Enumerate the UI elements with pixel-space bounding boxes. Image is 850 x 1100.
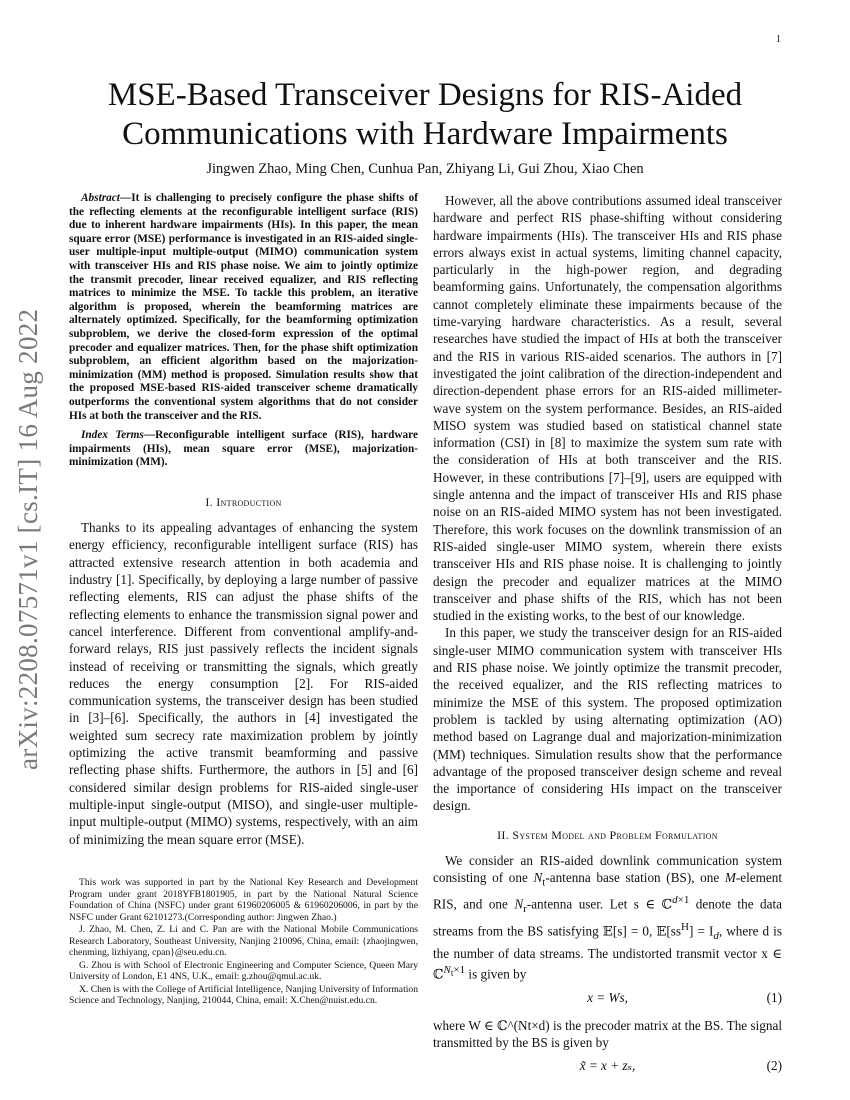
system-model-paragraph-2: where W ∈ ℂ^(Nt×d) is the precoder matrix at the BS. The signal transmitted by the BS is given by (433, 1017, 782, 1051)
section-heading-system-model (433, 827, 782, 844)
text-run: is given by (465, 966, 527, 982)
equation-2-expression: x̃ = x + zₛ, (579, 1058, 636, 1074)
section-heading-introduction (69, 494, 418, 511)
equation-1 (433, 989, 782, 1011)
footnote-affiliation-nuist: X. Chen is with the College of Artificial Intelligence, Nanjing University of Information Science and Technology, Nanjing, 210044, China, email: X.Chen@nuist.edu.cn. (69, 983, 418, 1006)
text-run: -antenna user. Let s ∈ ℂ (526, 896, 673, 912)
text-run: -element RIS, and one (433, 870, 782, 912)
arxiv-identifier: arXiv:2208.07571v1 [cs.IT] 16 Aug 2022 (13, 308, 43, 770)
page-number: 1 (776, 34, 781, 45)
equation-1-number: (1) (766, 989, 782, 1005)
text-run: denote the data streams from the BS satisfying 𝔼[s] = 0, 𝔼[ss (433, 896, 782, 938)
left-column (69, 192, 418, 848)
math-symbol: N (514, 896, 524, 912)
text-run: -antenna base station (BS), one (545, 870, 725, 886)
arxiv-stamp (13, 290, 53, 770)
section-numeral: I. (205, 494, 217, 509)
intro-paragraph-1: Thanks to its appealing advantages of enhancing the system energy efficiency, reconfigurable intelligent surface (RIS) has attracted extensive research attention in both academia and industry [1]. Specifically, by deploying a large number of passive reflecting elements, RIS can adjust the phase shifts of the reflecting elements to enhance the transmission signal power and cancel interference. Different from conventional amplify-and-forward relays, RIS just passively reflects the incident signals instead of receiving or transmitting the signals, which greatly reduces the energy consumption [2]. For RIS-aided communication systems, the transceiver design has been studied in [3]–[6]. Specifically, the authors in [4] investigated the weighted sum secrecy rate maximization problem by jointly optimizing the active transmit beamforming and passive reflecting phase shifts. Furthermore, the authors in [5] and [6] considered similar design problems for RIS-aided single-user multiple-input single-output (MISO), and single-user multiple-input multiple-output (MIMO) systems, respectively, with an aim of minimizing the mean square error (MSE). (69, 520, 418, 847)
abstract-lead: Abstract (81, 192, 120, 204)
footnote-affiliation-seu: J. Zhao, M. Chen, Z. Li and C. Pan are with the National Mobile Communications Research Laboratory, Southeast University, Nanjing 210096, China, email: {zhaojingwen, chenming, lizhiyang, cpan}@seu.edu.cn. (69, 924, 418, 958)
index-terms-text: —Reconfigurable intelligent surface (RIS), hardware impairments (HIs), mean square error (MSE), majorization-minimization (MM). (69, 429, 418, 469)
section-title: System Model and Problem Formulation (512, 827, 718, 842)
text-run: ] = I (688, 922, 714, 938)
equation-1-expression: x = Ws, (587, 989, 628, 1005)
equation-2 (433, 1057, 782, 1079)
footnote-affiliation-qmul: G. Zhou is with School of Electronic Engineering and Computer Science, Queen Mary University of London, E1 4NS, U.K., email: g.zhou@qmul.ac.uk. (69, 959, 418, 982)
equation-2-number: (2) (766, 1058, 782, 1074)
footnote-funding: This work was supported in part by the National Key Research and Development Program under grant 2018YFB1801905, in part by the National Natural Science Foundation of China (NSFC) under grant 61960206005 & 61960206006, in part by the NSFC under Grant 62101273.(Corresponding author: Jingwen Zhao.) (69, 877, 418, 923)
intro-paragraph-2: However, all the above contributions assumed ideal transceiver hardware and perfect RIS phase-shifting without considering hardware impairments (HIs). The transceiver HIs and RIS phase errors always exist in actual systems, limiting channel capacity, particularly in the high-power region, and degrading beamforming gains. Unfortunately, the compensation algorithms cannot completely eliminate these impairments because of the time-varying hardware characteristics. As a result, several researches have studied the impact of HIs at both the transceiver and the RIS in various RIS-aided scenarios. The authors in [7] investigated the joint calibration of the direction-independent and direction-dependent phase errors for an RIS-aided millimeter-wave system on the system performance. Besides, an RIS-aided MISO system was studied based on statistical channel state information (CSI) in [8] to maximize the system sum rate with the consideration of HIs at both transceiver and the RIS. However, in these contributions [7]–[9], users are equipped with single antenna and the impact of transceiver HIs and RIS phase noise on an RIS-aided MIMO system has not been investigated. Therefore, this work focuses on the downlink transmission of an RIS-aided single-user MIMO system, wherein there exists transceiver HIs and RIS phase noise. It is challenging to jointly design the precoder and equalizer matrices at the MIMO transceiver and phase shifts of the RIS, which has not been studied in the existing works, to the best of our knowledge. (433, 193, 782, 624)
text-run: , where d is the number of data streams. The undistorted transmit vector x ∈ ℂ (433, 922, 782, 982)
section-title: Introduction (216, 494, 282, 509)
index-terms (69, 429, 418, 470)
abstract (69, 192, 418, 423)
footnotes (69, 877, 418, 1008)
right-column (433, 192, 782, 1085)
author-list: Jingwen Zhao, Ming Chen, Cunhua Pan, Zhiyang Li, Gui Zhou, Xiao Chen (206, 161, 644, 177)
paper-title: MSE-Based Transceiver Designs for RIS-Aided Communications with Hardware Impairments (107, 77, 743, 152)
system-model-paragraph-1: We consider an RIS-aided downlink communication system consisting of one $N_t$-antenna base station (BS), one M-element RIS, and one $N_r$-antenna user. Let s ∈ ℂ$^{d\times 1}$ denote the data streams from the BS satisfying 𝔼[s] = 0, $𝔼[ss^H] = I_d$, where d is the number of data streams. The undistorted transmit vector x ∈ ℂ$^{N_t\times 1}$ is given by (433, 852, 782, 982)
math-symbol: N (533, 870, 543, 886)
intro-paragraph-3: In this paper, we study the transceiver design for an RIS-aided single-user MIMO communication system with transceiver HIs and RIS phase noise. We jointly optimize the transmit precoder, the received equalizer, and the RIS reflecting matrices to minimize the MSE of this system. The proposed optimization problem is tackled by using alternating optimization (AO) method based on Lagrange dual and majorization-minimization (MM) techniques. Simulation results show that the performance advantage of the proposed transceiver design scheme and reveal the importance of considering HIs impact on the transceiver design. (433, 625, 782, 814)
math-symbol: M (724, 870, 736, 886)
text-run: We consider an RIS-aided downlink communication system consisting of one (433, 852, 782, 886)
section-numeral: II. (497, 827, 513, 842)
abstract-text: —It is challenging to precisely configure the phase shifts of the reflecting elements at the reconfigurable intelligent surface (RIS) due to inherent hardware impairments (HIs). In this paper, the mean square error (MSE) performance is investigated in an RIS-aided single-user multiple-input multiple-output (MIMO) communication system with transceiver HIs and RIS phase noise. We aim to jointly optimize the transmit precoder, linear received equalizer, and RIS reflecting matrices to minimize the MSE. To tackle this problem, an iterative algorithm is proposed, wherein the beamforming matrices are alternately optimized. Specifically, for the beamforming optimization subproblem, we derive the closed-form expression of the optimal precoder and equalizer matrices. Then, for the phase shift optimization subproblem, an efficient algorithm based on the majorization-minimization (MM) method is proposed. Simulation results show that the proposed MSE-based RIS-aided transceiver scheme dramatically outperforms the conventional system algorithms that do not consider HIs at both the transceiver and the RIS. (69, 192, 418, 422)
index-terms-lead: Index Terms (81, 429, 144, 442)
